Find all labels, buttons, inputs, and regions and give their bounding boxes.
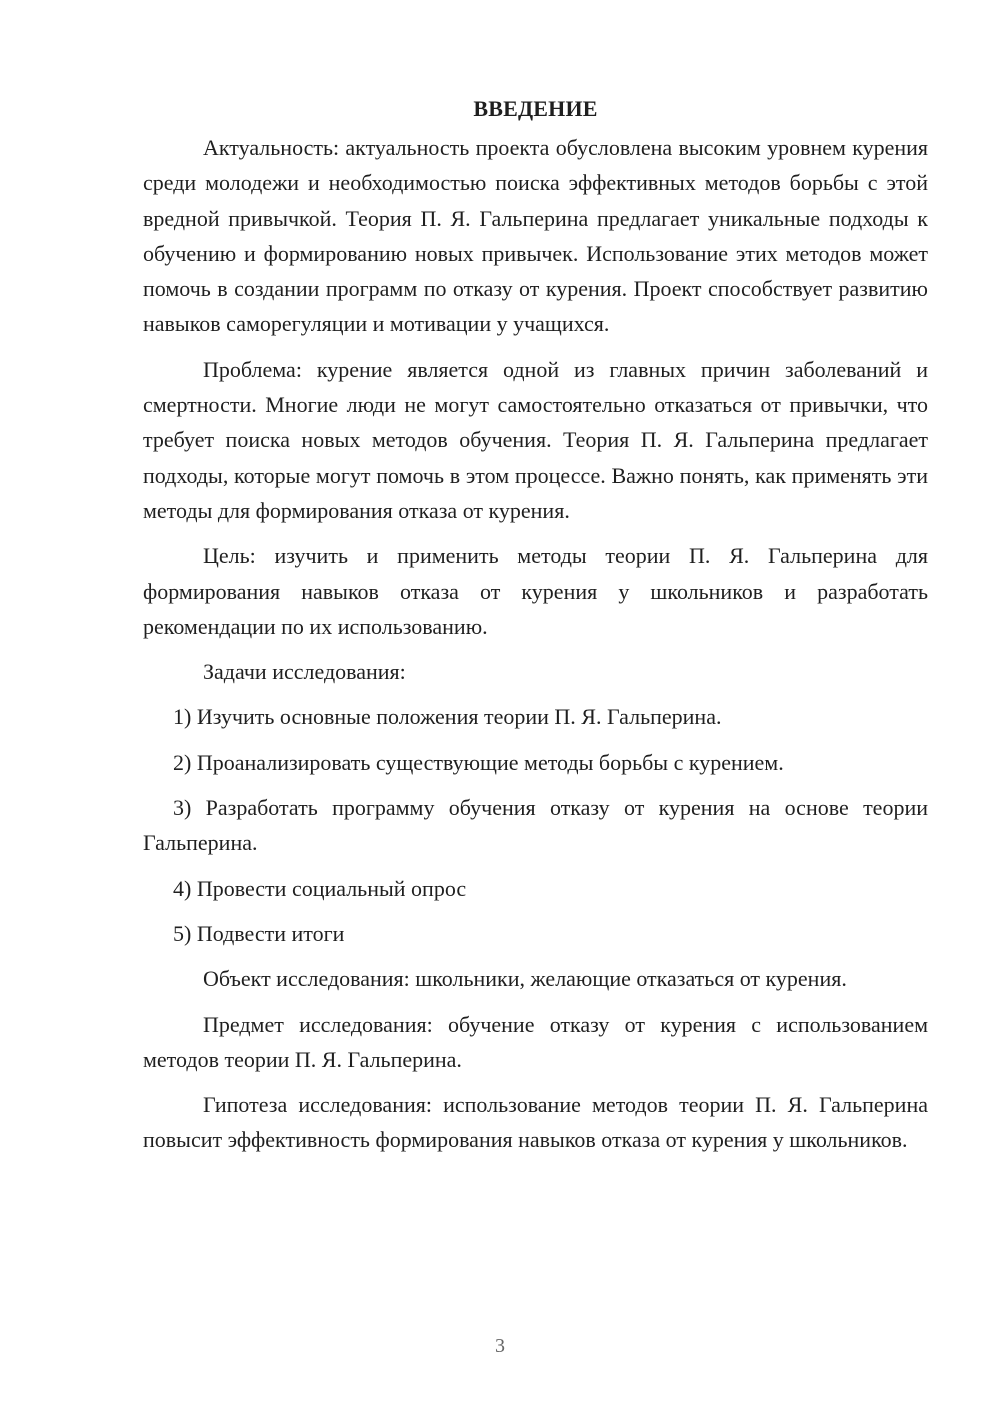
paragraph-subject: Предмет исследования: обучение отказу от курения с использованием методов теории П. Я. Гальперина. bbox=[143, 1011, 928, 1072]
paragraph-problem: Проблема: курение является одной из главных причин заболеваний и смертности. Многие люди не могут самостоятельно отказаться от привычки, что требует поиска новых методов обучения. Теория П. Я. Гальперина предлагает подходы, которые могут помочь в этом процессе. Важно понять, как применять эти методы для формирования отказа от курения. bbox=[143, 356, 928, 523]
list-item: 2) Проанализировать существующие методы борьбы с курением. bbox=[173, 749, 784, 775]
list-item: 1) Изучить основные положения теории П. Я. Гальперина. bbox=[173, 704, 722, 730]
list-item: 5) Подвести итоги bbox=[173, 920, 345, 946]
tasks-list bbox=[143, 699, 928, 951]
paragraph-hypothesis: Гипотеза исследования: использование методов теории П. Я. Гальперина повысит эффективность формирования навыков отказа от курения у школьников. bbox=[143, 1092, 928, 1153]
paragraph-object: Объект исследования: школьники, желающие отказаться от курения. bbox=[203, 966, 847, 992]
list-item: 3) Разработать программу обучения отказу от курения на основе теории Гальперина. bbox=[143, 795, 928, 856]
list-item: 4) Провести социальный опрос bbox=[173, 875, 467, 901]
paragraph-goal: Цель: изучить и применить методы теории П. Я. Гальперина для формирования навыков отказа от курения у школьников и разработать рекомендации по их использованию. bbox=[143, 543, 928, 639]
page-title: ВВЕДЕНИЕ bbox=[473, 96, 598, 121]
paragraph-relevance: Актуальность: актуальность проекта обусловлена высоким уровнем курения среди молодежи и необходимостью поиска эффективных методов борьбы с этой вредной привычкой. Теория П. Я. Гальперина предлагает уникальные подходы к обучению и формированию новых привычек. Использование этих методов может помочь в создании программ по отказу от курения. Проект способствует развитию навыков саморегуляции и мотивации у учащихся. bbox=[143, 135, 928, 337]
document-page bbox=[143, 94, 928, 1168]
tasks-heading: Задачи исследования: bbox=[203, 659, 406, 685]
page-number: 3 bbox=[495, 1335, 505, 1357]
